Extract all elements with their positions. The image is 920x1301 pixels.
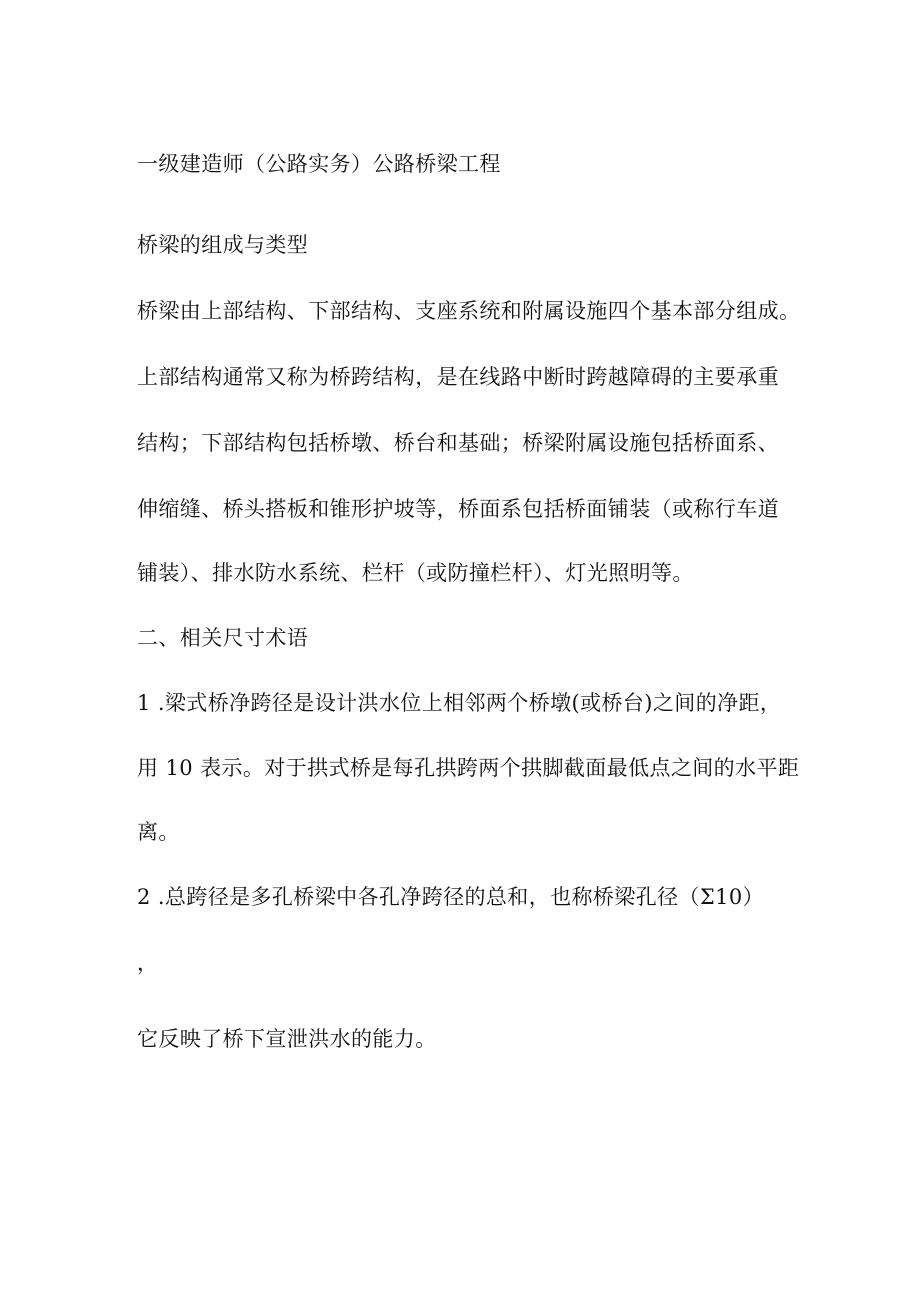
paragraph-line: 上部结构通常又称为桥跨结构，是在线路中断时跨越障碍的主要承重 [137, 365, 779, 389]
paragraph-line: 2 .总跨径是多孔桥梁中各孔净跨径的总和，也称桥梁孔径（Σ10） [137, 885, 765, 909]
paragraph-line: 铺装）、排水防水系统、栏杆（或防撞栏杆）、灯光照明等。 [137, 561, 694, 585]
paragraph-line: 它反映了桥下宣泄洪水的能力。 [137, 1027, 437, 1051]
paragraph-line: ， [137, 951, 159, 975]
section-heading: 二、相关尺寸术语 [137, 626, 309, 650]
document-title: 一级建造师（公路实务）公路桥梁工程 [137, 152, 501, 176]
paragraph-line: 离。 [137, 820, 180, 844]
paragraph-line: 1 .梁式桥净跨径是设计洪水位上相邻两个桥墩(或桥台)之间的净距， [137, 691, 782, 715]
paragraph-line: 结构；下部结构包括桥墩、桥台和基础；桥梁附属设施包括桥面系、 [137, 431, 779, 455]
paragraph-line: 伸缩缝、桥头搭板和锥形护坡等，桥面系包括桥面铺装（或称行车道 [137, 497, 779, 521]
paragraph-line: 桥梁由上部结构、下部结构、支座系统和附属设施四个基本部分组成。 [137, 299, 801, 323]
section-heading: 桥梁的组成与类型 [137, 233, 309, 257]
paragraph-line: 用 10 表示。对于拱式桥是每孔拱跨两个拱脚截面最低点之间的水平距 [137, 756, 800, 780]
